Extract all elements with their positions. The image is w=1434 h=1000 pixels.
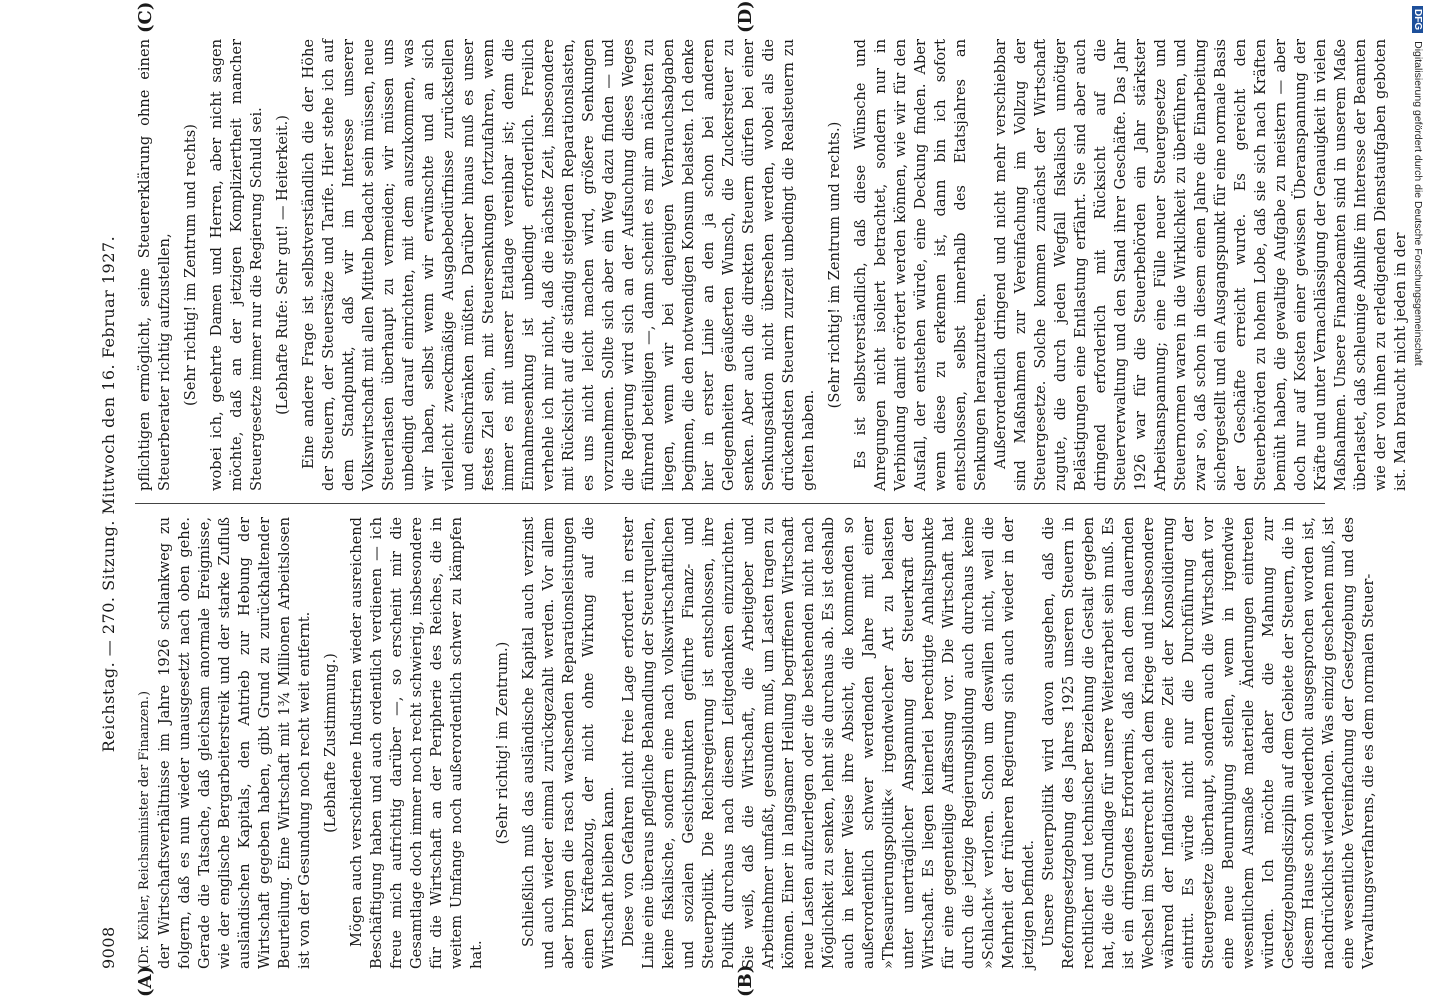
paragraph: Es ist selbstverständlich, daß diese Wünsche und Anregungen nicht isoliert betrachtet, sondern nur in Verbindung damit erörtert werden können, wie wir für den Ausfall, der entstehen würde, eine Deckung finden. Aber wenn diese zu erkennen ist, dann bin ich sofort entschlossen, selbst innerhalb des Etatsjahres an Senkungen heranzutreten. — [852, 39, 989, 491]
running-title: Reichstag. — 270. Sitzung. Mittwoch den 16. Februar 1927. — [99, 235, 118, 753]
digitization-credit — [1408, 6, 1424, 986]
paragraph: wobei ich, geehrte Damen und Herren, aber nicht sagen möchte, daß an der jetzigen Kompliziertheit mancher Steuergesetze immer nur die Regierung Schuld sei. — [208, 39, 265, 491]
dfg-logo: DFG — [1412, 6, 1423, 33]
paragraph: Außerordentlich dringend und nicht mehr verschiebbar sind Maßnahmen zur Vereinfachung im Vollzug der Steuergesetze. Solche kommen zunächst der Wirtschaft zugute, die durch jeden Wegfall fiskalisch unnötiger Belästigungen eine Entlastung erfährt. Sie sind aber auch dringend erforderlich mit Rücksicht auf die Steuerverwaltung und den Stand ihrer Geschäfte. Das Jahr 1926 war für die Steuerbehörden ein Jahr stärkster Arbeitsanspannung; eine Fülle neuer Steuergesetze und Steuernormen waren in die Wirklichkeit zu überführen, und zwar so, daß schon in diesem einen Jahre die Einarbeitung sichergestellt und ein Ausgangspunkt für eine normale Basis der Geschäfte erreicht wurde. Es gereicht den Steuerbehörden zu hohem Lobe, daß sie sich nach Kräften bemüht haben, die gewaltige Aufgabe zu meistern — aber doch nur auf Kosten einer gewissen Überanspannung der Kräfte und unter Vernachlässigung der Genauigkeit in vielen Maßnahmen. Unsere Finanzbeamten sind in unserem Maße überlastet, daß schleunige Abhilfe im Interesse der Beamten wie der von ihnen zu erledigenden Dienstaufgaben geboten ist. Man braucht nicht jeden in der — [992, 39, 1409, 491]
interjection: (Sehr richtig! im Zentrum.) — [494, 641, 511, 845]
paragraph: Diese von Gefahren nicht freie Lage erfordert in erster Linie eine überaus pflegliche Behandlung der Steuerquellen, keine fiskalische, sondern eine nach volkswirtschaftlichen und sozialen Gesichtspunkten geführte Finanz- und Steuerpolitik. Die Reichsregierung ist entschlossen, ihre Politik durchaus nach diesem Leitgedanken einzurichten. Sie weiß, daß die Wirtschaft, die Arbeitgeber und Arbeitnehmer umfaßt, gesundem muß, um Lasten tragen zu können. Einer in langsamer Heilung begriffenen Wirtschaft neue Lasten aufzuerlegen oder die bestehenden nicht nach Möglichkeit zu senken, lehnt sie durchaus ab. Es ist deshalb auch in keiner Weise ihre Absicht, die kommenden so außerordentlich schwer werdenden Jahre mit einer »Thesaurierungspolitik« irgendwelcher Art zu belasten unter unerträglicher Anspannung der Steuerkraft der Wirtschaft. Es liegen keinerlei berechtigte Anhaltspunkte für eine gegenteilige Auffassung vor. Die Wirtschaft hat durch die jetzige Regierungsbildung auch durchaus keine »Schlacht« verloren. Schon um deswillen nicht, weil die Mehrheit der früheren Regierung sich auch wieder in der jetzigen befindet. — [620, 517, 1037, 969]
interjection: (Sehr richtig! im Zentrum und rechts.) — [826, 121, 843, 409]
interjection: (Lebhafte Zustimmung.) — [322, 653, 339, 833]
paragraph: pflichtigen ermöglicht, seine Steuererklärung ohne einen Steuerberater richtig aufzustellen, — [136, 39, 173, 491]
column-divider — [135, 503, 1325, 504]
rotated-document-page — [95, 0, 1409, 997]
page-header — [95, 19, 121, 969]
paragraph: der Wirtschaftsverhältnisse im Jahre 1926 schlankweg zu folgern, daß es nun wieder unausgesetzt nach oben gehe. Gerade die Tatsache, daß gleichsam anormale Ereignisse, wie der englische Bergarbeiterstreik und der starke Zufluß ausländischen Kapitals, den Antrieb zur Hebung der Wirtschaft gegeben haben, gibt Grund zu zurückhaltender Beurteilung. Eine Wirtschaft mit 1¾ Millionen Arbeitslosen ist von der Gesundung noch recht weit entfernt. — [156, 517, 313, 969]
speaker-note: (Dr. Köhler, Reichsminister der Finanzen.) — [137, 690, 152, 969]
right-column — [135, 39, 1409, 491]
interjection: (Sehr richtig! im Zentrum und rechts) — [182, 124, 199, 406]
margin-marker-d: (D) — [735, 0, 756, 33]
left-column — [135, 517, 1377, 969]
paragraph: Eine andere Frage ist selbstverständlich die der Höhe der Steuern, der Steuersätze und Tarife. Hier stehe ich auf dem Standpunkt, daß wir im Interesse unserer Volkswirtschaft mit allen Mitteln bedacht sein müssen, neue Steuerlasten überhaupt zu vermeiden; wir müssen uns unbedingt darauf einrichten, mit dem auszukommen, was wir haben, selbst wenn wir erwünschte und an sich vielleicht zweckmäßige Ausgabebedürfnisse zurückstellen und einschränken müßten. Darüber hinaus muß es unser festes Ziel sein, mit Steuersenkungen fortzufahren, wenn immer es mit unserer Etatlage vereinbar ist; denn die Einnahmesenkung ist unbedingt erforderlich. Freilich verhehle ich mir nicht, daß die nächste Zeit, insbesondere mit Rücksicht auf die ständig steigenden Reparationslasten, es uns nicht leicht machen wird, größere Senkungen vorzunehmen. Sollte sich aber ein Weg dazu finden — und die Regierung wird sich an der Aufsuchung dieses Weges führend beteiligen —, dann scheint es mir am nächsten zu liegen, wenn wir bei denjenigen Verbrauchsabgaben beginnen, die den notwendigen Konsum belasten. Ich denke hier in erster Linie an den ja schon bei anderen Gelegenheiten geäußerten Wunsch, die Zuckersteuer zu senken. Aber auch die direkten Steuern dürfen bei einer Senkungsaktion nicht übersehen werden, wobei als die drückendsten Steuern zurzeit unbedingt die Realsteuern zu gelten haben. — [300, 39, 817, 491]
margin-marker-c: (C) — [135, 1, 156, 33]
credit-text: Digitalisierung gefördert durch die Deutsche Forschungsgemeinschaft — [1412, 41, 1424, 366]
paragraph: Schließlich muß das ausländische Kapital auch verzinst und auch wieder einmal zurückgezahlt werden. Vor allem aber bringen die rasch wachsenden Reparationsleistungen einen Kräfteabzug, der nicht ohne Wirkung auf die Wirtschaft bleiben kann. — [520, 517, 617, 969]
margin-marker-a: (A) — [135, 966, 156, 997]
paragraph: Mögen auch verschiedene Industrien wieder ausreichend Beschäftigung haben und auch ordentlich verdienen — ich freue mich aufrichtig darüber —, so erscheint mir die Gesamtlage doch immer noch recht schwierig, insbesondere für die Wirtschaft an der Peripherie des Reiches, die in weitem Umfange noch außerordentlich schwer zu kämpfen hat. — [348, 517, 485, 969]
paragraph: Unsere Steuerpolitik wird davon ausgehen, daß die Reformgesetzgebung des Jahres 1925 unseren Steuern in rechtlicher und technischer Beziehung die Gestalt gegeben hat, die die Grundlage für unsere Weiterarbeit sein muß. Es ist ein dringendes Erfordernis, daß nach dem dauernden Wechsel im Steuerrecht nach dem Kriege und insbesondere während der Inflationszeit eine Zeit der Konsolidierung eintritt. Es würde nicht nur die Durchführung der Steuergesetze überhaupt, sondern auch die Wirtschaft vor eine neue Beunruhigung stellen, wenn in irgendwie wesentlichem Ausmaße materielle Änderungen eintreten würden. Ich möchte daher die Mahnung zur Gesetzgebungsdisziplin auf dem Gebiete der Steuern, die in diesem Hause schon wiederholt ausgesprochen worden ist, nachdrücklichst wiederholen. Was einzig geschehen muß, ist eine wesentliche Vereinfachung der Gesetzgebung und des Verwaltungsverfahrens, die es dem normalen Steuer- — [1040, 517, 1377, 969]
interjection: (Lebhafte Rufe: Sehr gut! — Heiterkeit.) — [274, 115, 291, 415]
page-number: 9008 — [99, 926, 118, 969]
margin-marker-b: (B) — [735, 964, 756, 997]
